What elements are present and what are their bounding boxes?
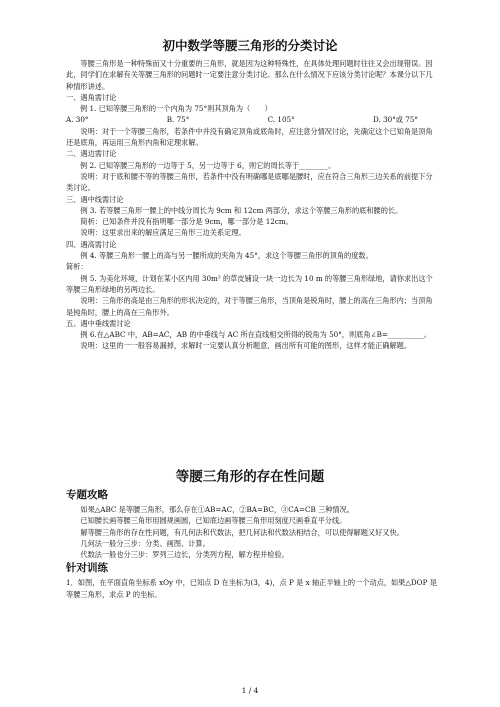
- note-6: 说明：这里的一一般容易漏掉，求解时一定要认真分析题意，画出所有可能的图形，这样才能正确解题。: [80, 341, 412, 351]
- page-number: 1 / 4: [241, 686, 259, 695]
- section-3-heading: 三、遇中线需讨论: [66, 194, 124, 204]
- example-1: 例 1. 已知等腰三角形的一个内角为 75°则其顶角为（ ）: [80, 104, 272, 114]
- strategy-line-3: 解等腰三角形的存在性问题，有几何法和代数法，把几何法和代数法相结合，可以使得解题又好又快。: [80, 527, 404, 537]
- section-strategy-heading: 专题攻略: [66, 489, 108, 501]
- analysis-3: 简析：已知条件并没有指明哪一部分是 9cm，哪一部分是 12cm。: [80, 217, 293, 227]
- practice-question-1: 1．如图，在平面直角坐标系 xOy 中，已知点 D 在坐标为(3，4)，点 P 是 x 轴正半轴上的一个动点，如果△DOP 是等腰三角形，求点 P 的坐标。: [66, 578, 437, 599]
- section-2-heading: 二、遇边需讨论: [66, 149, 117, 159]
- option-a: A. 30°: [66, 115, 89, 125]
- section-practice-heading: 针对训练: [66, 562, 108, 575]
- example-6: 例 6.在△ABC 中，AB=AC，AB 的中垂线与 AC 所在直线相交所得的锐角为 50°，则底角∠B=__________。: [80, 330, 432, 340]
- example-2: 例 2. 已知等腰三角形的一边等于 5，另一边等于 6，则它的周长等于________。: [80, 160, 336, 170]
- strategy-line-1: 如果△ABC 是等腰三角形，那么存在①AB=AC，②BA=BC，③CA=CB 三种情况。: [80, 505, 354, 514]
- note-1: 说明：对于一个等腰三角形，若条件中并没有确定顶角或底角时，应注意分情况讨论，先确定这个已知角是顶角还是底角，再运用三角形内角和定理求解。: [66, 126, 433, 148]
- intro-paragraph: 等腰三角形是一种特殊而又十分重要的三角形，就是因为这种特殊性，在具体处理问题时往往又会出现错误。因此，同学们在求解有关等腰三角形的问题时一定要注意分类讨论。那么在什么情况下应该分类讨论呢？本课分以下几种情形讲述。: [66, 59, 433, 91]
- example-4: 例 4. 等腰三角形一腰上的高与另一腰所成的夹角为 45°，求这个等腰三角形的顶角的度数。: [80, 251, 373, 261]
- note-3: 说明：这里求出来的解应满足三角形三边关系定理。: [80, 228, 246, 238]
- note-5: 说明：三角形的高是由三角形的形状决定的，对于等腰三角形，当顶角是锐角时，腰上的高在三角形内；当顶角是钝角时，腰上的高在三角形外。: [66, 296, 433, 317]
- strategy-line-5: 代数法一般也分三步：罗列三边长，分类列方程，解方程并检验。: [80, 550, 289, 560]
- note-2: 说明：对于底和腰不等的等腰三角形，若条件中没有明确哪是底哪是腰时，应在符合三角形三边关系的前提下分类讨论。: [66, 171, 433, 193]
- part-1-body: [66, 58, 438, 352]
- strategy-line-2: 已知腰长画等腰三角形用圆规画圆，已知底边画等腰三角形用刻度尺画垂直平分线。: [80, 516, 347, 526]
- option-c: C. 105°: [267, 115, 295, 125]
- doc-title-2: 等腰三角形的存在性问题: [175, 469, 325, 485]
- section-5-heading: 五、遇中垂线需讨论: [66, 318, 131, 328]
- option-d: D. 30°或 75°: [372, 115, 418, 125]
- part-2-body: [66, 487, 438, 600]
- section-1-heading: 一、遇角需讨论: [66, 92, 117, 102]
- example-1-options: [66, 114, 438, 125]
- section-4-heading: 四、遇高需讨论: [66, 239, 117, 249]
- analysis-4: 简析：: [66, 262, 88, 272]
- strategy-line-4: 几何法一般分三步：分类、画图、计算。: [80, 538, 210, 548]
- option-b: B. 75°: [166, 115, 190, 125]
- doc-title-1: 初中数学等腰三角形的分类讨论: [162, 38, 338, 53]
- example-5: 例 5. 为美化环境，计划在某小区内用 30m² 的草皮铺设一块一边长为 10 m 的等腰三角形绿地，请你求出这个等腰三角形绿地的另两边长。: [66, 273, 433, 294]
- example-3: 例 3. 若等腰三角形一腰上的中线分周长为 9cm 和 12cm 两部分，求这个等腰三角形的底和腰的长。: [80, 205, 403, 215]
